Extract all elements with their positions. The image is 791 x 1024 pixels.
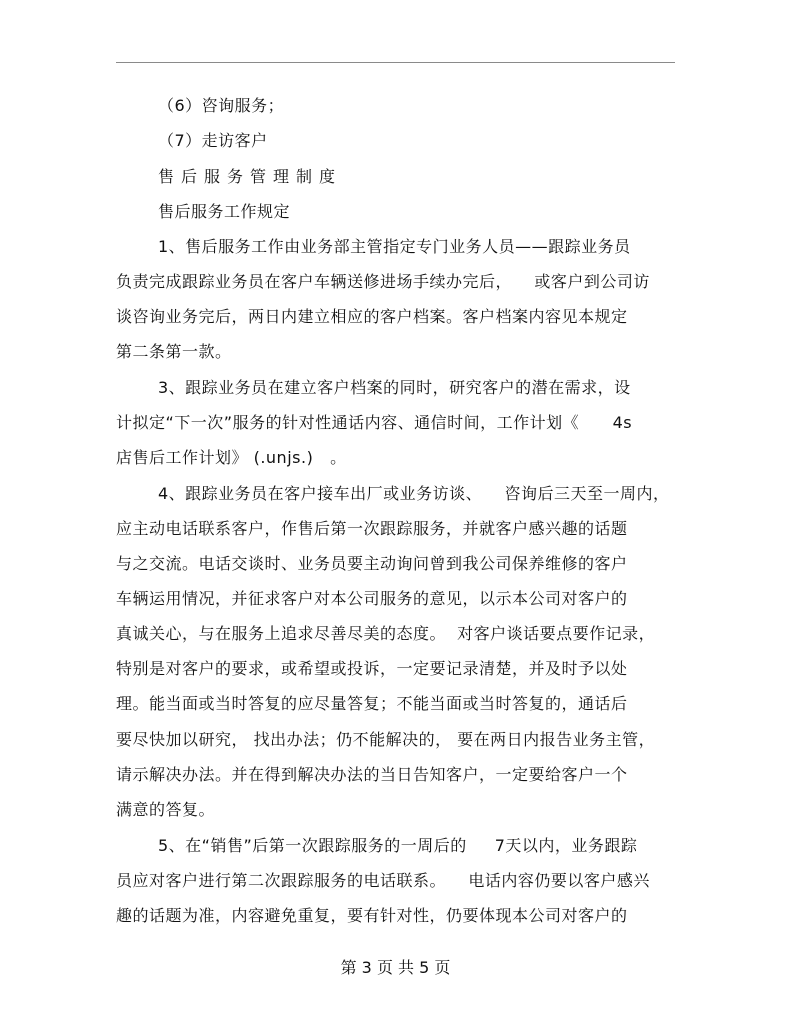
paragraph-line: 车辆运用情况，并征求客户对本公司服务的意见，以示本公司对客户的 [116, 589, 628, 608]
page-number: 第 3 页 共 5 页 [340, 958, 451, 977]
paragraph-line: 第二条第一款。 [116, 342, 232, 361]
list-item-consulting: （6）咨询服务； [158, 96, 285, 115]
paragraph-line: 满意的答复。 [116, 800, 216, 819]
paragraph-line: 3、跟踪业务员在建立客户档案的同时，研究客户的潜在需求，设 [158, 378, 631, 397]
paragraph-line: 谈咨询业务完后，两日内建立相应的客户档案。客户档案内容见本规定 [116, 307, 628, 326]
paragraph-line: 真诚关心，与在服务上追求尽善尽美的态度。 对客户谈话要点要作记录， [116, 624, 656, 643]
paragraph-line: 4、跟踪业务员在客户接车出厂或业务访谈、 咨询后三天至一周内， [158, 484, 670, 503]
paragraph-line: 要尽快加以研究， 找出办法；仍不能解决的， 要在两日内报告业务主管， [116, 730, 656, 749]
paragraph-line: 5、在“销售”后第一次跟踪服务的一周后的 7天以内，业务跟踪 [158, 836, 638, 855]
header-rule [116, 62, 675, 63]
paragraph-line: 与之交流。电话交谈时、业务员要主动询问曾到我公司保养维修的客户 [116, 554, 628, 573]
paragraph-line: 理。能当面或当时答复的应尽量答复；不能当面或当时答复的，通话后 [116, 694, 628, 713]
paragraph-line: 计拟定“下一次”服务的针对性通话内容、通信时间，工作计划《 4s [116, 413, 633, 432]
list-item-visit: （7）走访客户 [158, 131, 268, 150]
paragraph-line: 员应对客户进行第二次跟踪服务的电话联系。 电话内容仍要以客户感兴 [116, 871, 650, 890]
paragraph-line: 负责完成跟踪业务员在客户车辆送修进场手续办完后， 或客户到公司访 [116, 272, 650, 291]
paragraph-line: 1、售后服务工作由业务部主管指定专门业务人员——跟踪业务员 [158, 237, 631, 256]
paragraph-line: 请示解决办法。并在得到解决办法的当日告知客户，一定要给客户一个 [116, 765, 628, 784]
section-title: 售后服务管理制度 [158, 167, 343, 186]
subsection-title: 售后服务工作规定 [158, 202, 291, 221]
paragraph-line: 趣的话题为准，内容避免重复，要有针对性，仍要体现本公司对客户的 [116, 906, 628, 925]
paragraph-line: 应主动电话联系客户，作售后第一次跟踪服务，并就客户感兴趣的话题 [116, 519, 628, 538]
paragraph-line: 特别是对客户的要求，或希望或投诉，一定要记录清楚，并及时予以处 [116, 659, 628, 678]
paragraph-line: 店售后工作计划》 (.unjs.) 。 [116, 448, 347, 467]
